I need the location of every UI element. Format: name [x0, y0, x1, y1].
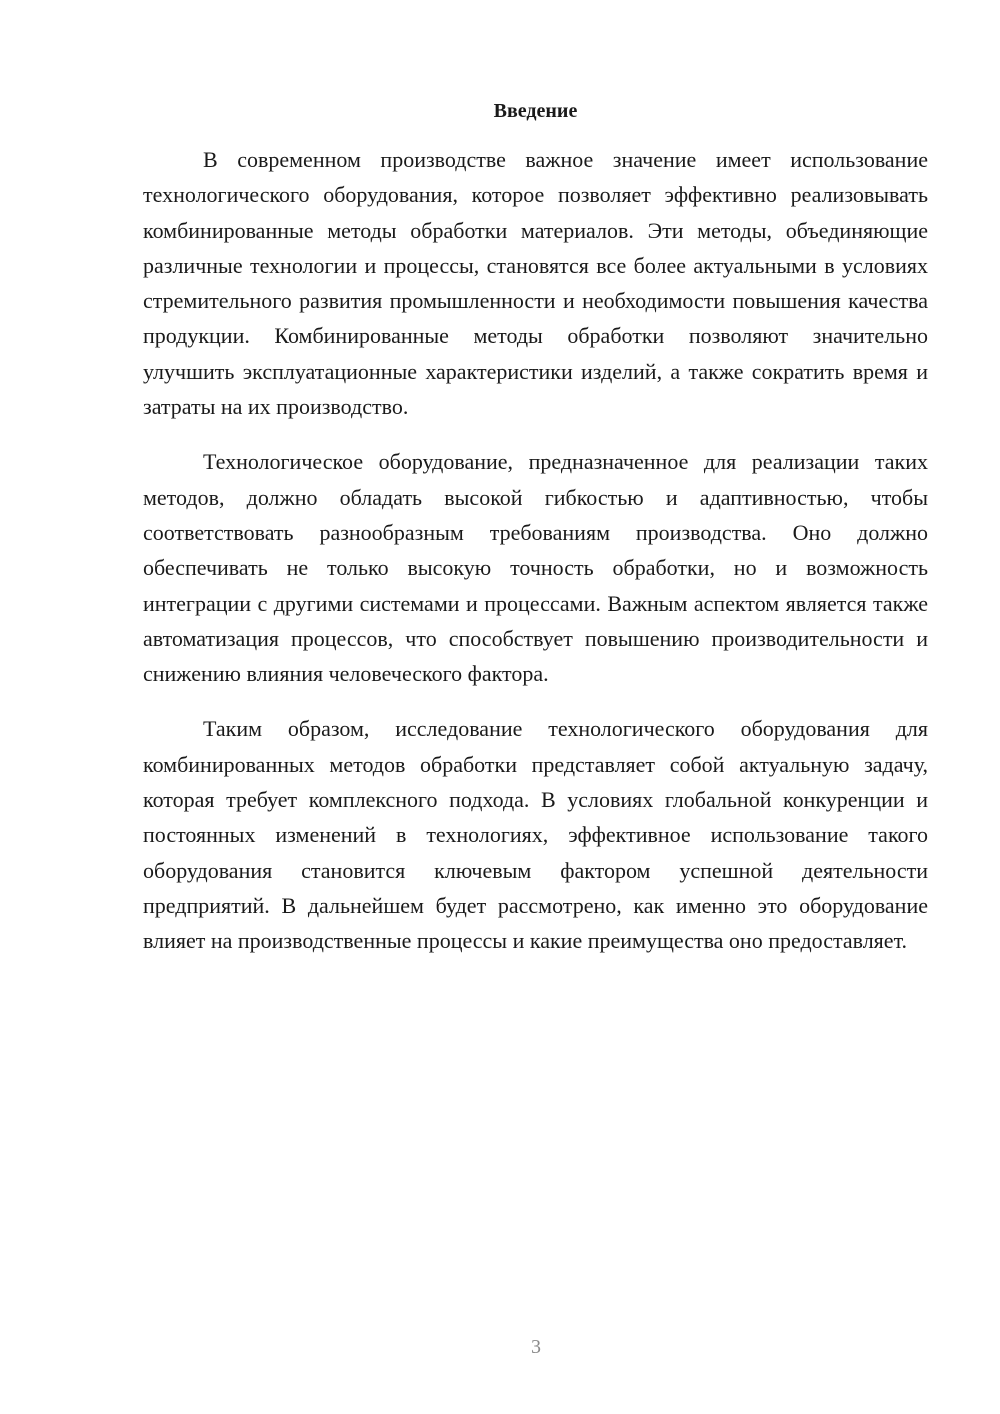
body-text — [143, 142, 928, 979]
paragraph-1: В современном производстве важное значение имеет использование технологического оборудования, которое позволяет эффективно реализовывать комбинированные методы обработки материалов. Эти методы, объединяющие различные технологии и процессы, становятся все более актуальными в условиях стремительного развития промышленности и необходимости повышения качества продукции. Комбинированные методы обработки позволяют значительно улучшить эксплуатационные характеристики изделий, а также сократить время и затраты на их производство. — [143, 147, 928, 420]
page-title: Введение — [493, 100, 578, 122]
page-number: 3 — [531, 1336, 541, 1358]
paragraph-3: Таким образом, исследование технологического оборудования для комбинированных методов обработки представляет собой актуальную задачу, которая требует комплексного подхода. В условиях глобальной конкуренции и постоянных изменений в технологиях, эффективное использование такого оборудования становится ключевым фактором успешной деятельности предприятий. В дальнейшем будет рассмотрено, как именно это оборудование влияет на производственные процессы и какие преимущества оно предоставляет. — [143, 716, 928, 954]
paragraph-2: Технологическое оборудование, предназначенное для реализации таких методов, должно обладать высокой гибкостью и адаптивностью, чтобы соответствовать разнообразным требованиям производства. Оно должно обеспечивать не только высокую точность обработки, но и возможность интеграции с другими системами и процессами. Важным аспектом является также автоматизация процессов, что способствует повышению производительности и снижению влияния человеческого фактора. — [143, 449, 928, 687]
